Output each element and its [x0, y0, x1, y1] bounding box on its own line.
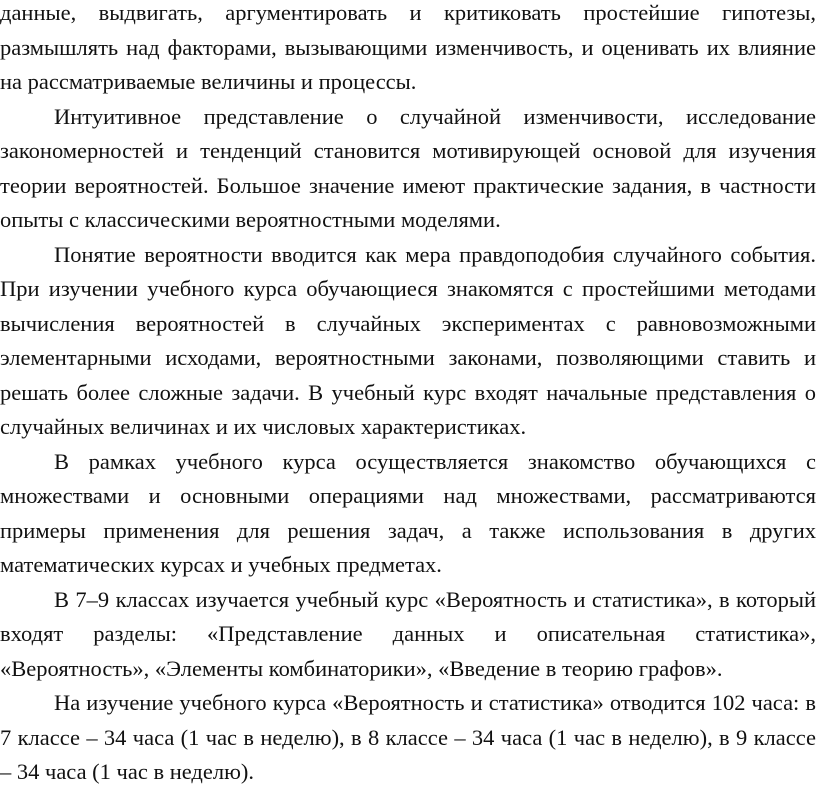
paragraph-sets: В рамках учебного курса осуществляется знакомство обучающихся с множествами и основными операциями над множествами, рассматриваются примеры применения для решения задач, а также использования в других математических курсах и учебных предметах.: [0, 448, 816, 577]
paragraph-course-sections: В 7–9 классах изучается учебный курс «Вероятность и статистика», в который входят разделы: «Представление данных и описательная статистика», «Вероятность», «Элементы комбинаторики», «Введение в теорию графов».: [0, 586, 816, 681]
paragraph-probability-concept: Понятие вероятности вводится как мера правдоподобия случайного события. При изучении учебного курса обучающиеся знакомятся с простейшими методами вычисления вероятностей в случайных экспериментах с равновозможными элементарными исходами, вероятностными законами, позволяющими ставить и решать более сложные задачи. В учебный курс входят начальные представления о случайных величинах и их числовых характеристиках.: [0, 241, 816, 439]
paragraph-intuitive-representation: Интуитивное представление о случайной изменчивости, исследование закономерностей и тенденций становится мотивирующей основой для изучения теории вероятностей. Большое значение имеют практические задания, в частности опыты с классическими вероятностными моделями.: [0, 103, 816, 232]
paragraph-hypotheses-continued: данные, выдвигать, аргументировать и критиковать простейшие гипотезы, размышлять над факторами, вызывающими изменчивость, и оценивать их влияние на рассматриваемые величины и процессы.: [0, 0, 816, 94]
paragraph-hours: На изучение учебного курса «Вероятность и статистика» отводится 102 часа: в 7 классе – 34 часа (1 час в неделю), в 8 классе – 34 часа (1 час в неделю), в 9 классе – 34 часа (1 час в неделю).: [0, 690, 816, 784]
